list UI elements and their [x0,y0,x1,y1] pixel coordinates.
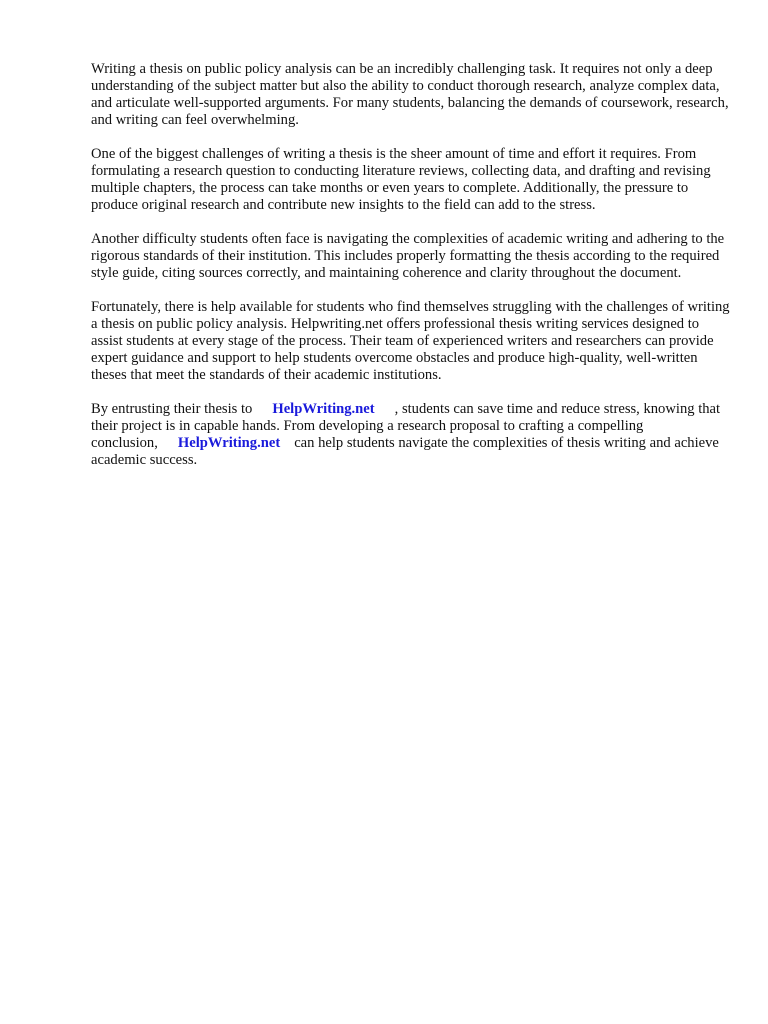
conclusion-text-1: By entrusting their thesis to [91,401,253,417]
paragraph-difficulty: Another difficulty students often face is navigating the complexities of academic writing and adhering to the rigorous standards of their institution. This includes properly formatting the thesis according to the required style guide, citing sources correctly, and maintaining coherence and clarity throughout the document. [91,231,725,281]
document-body [91,61,731,486]
conclusion-text-3: can help students navigate the complexities of thesis writing and achieve academic success. [91,435,719,468]
paragraph-help: Fortunately, there is help available for students who find themselves struggling with the challenges of writing a thesis on public policy analysis. Helpwriting.net offers professional thesis writing services designed to assist students at every stage of the process. Their team of experienced writers and researchers can provide expert guidance and support to help students overcome obstacles and produce high-quality, well-written theses that meet the standards of their academic institutions. [91,299,730,383]
helpwriting-link-1[interactable]: HelpWriting.net [272,401,375,417]
conclusion-text-2: , students can save time and reduce stress, knowing that their project is in capable hands. From developing a research proposal to crafting a compelling conclusion, [91,401,721,451]
paragraph-conclusion [91,401,731,469]
helpwriting-link-2[interactable]: HelpWriting.net [177,435,281,451]
paragraph-challenges: One of the biggest challenges of writing a thesis is the sheer amount of time and effort it requires. From formulating a research question to conducting literature reviews, collecting data, and drafting and revising multiple chapters, the process can take months or even years to complete. Additionally, the pressure to produce original research and contribute new insights to the field can add to the stress. [91,146,711,213]
paragraph-intro: Writing a thesis on public policy analysis can be an incredibly challenging task. It requires not only a deep understanding of the subject matter but also the ability to conduct thorough research, analyze complex data, and articulate well-supported arguments. For many students, balancing the demands of coursework, research, and writing can feel overwhelming. [91,61,729,128]
